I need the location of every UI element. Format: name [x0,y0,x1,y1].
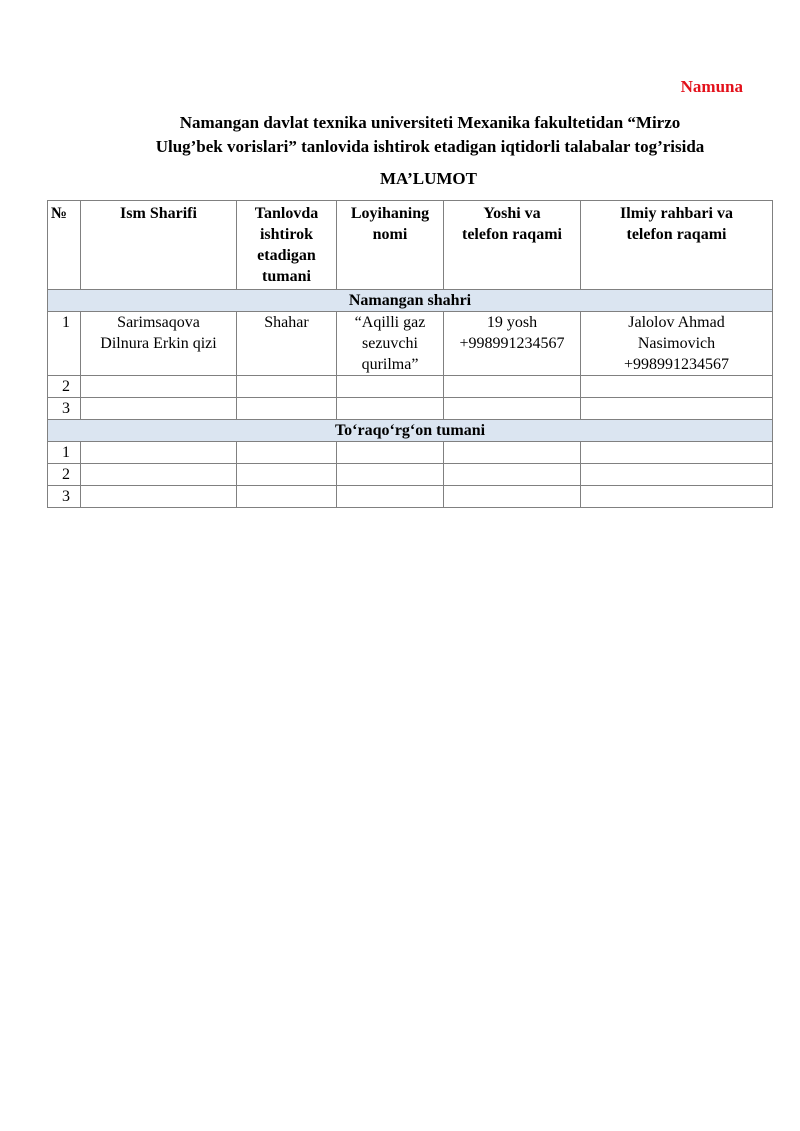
student-name-cell [81,312,237,376]
section-title: To‘raqo‘rg‘on tumani [48,420,773,442]
empty-cell [81,464,237,486]
project-line: qurilma” [361,356,419,373]
header-number: № [48,201,81,290]
empty-cell [581,442,773,464]
section-title: Namangan shahri [48,290,773,312]
table-header-row [48,201,773,290]
table-row [48,486,773,508]
empty-cell [581,464,773,486]
district-cell: Shahar [237,312,337,376]
age-phone-cell [444,312,581,376]
table-row [48,464,773,486]
header-supervisor-line: Ilmiy rahbari va [620,205,733,222]
table-row [48,442,773,464]
empty-cell [237,464,337,486]
supervisor-line: Jalolov Ahmad [628,314,725,331]
age-phone-line: +998991234567 [459,335,565,352]
row-number: 2 [48,376,81,398]
row-number: 3 [48,486,81,508]
header-district-line: ishtirok [259,226,314,243]
supervisor-line: Nasimovich [637,335,716,352]
header-age-phone-line: telefon raqami [462,226,562,243]
table-row [48,398,773,420]
empty-cell [337,464,444,486]
student-name-line: Sarimsaqova [117,314,200,331]
sample-label: Namuna [680,77,743,96]
empty-cell [237,376,337,398]
project-cell [337,312,444,376]
document-title [100,111,760,159]
document-subtitle: MA’LUMOT [380,169,477,188]
empty-cell [81,486,237,508]
header-district [237,201,337,290]
empty-cell [581,376,773,398]
row-number: 2 [48,464,81,486]
empty-cell [444,442,581,464]
header-project-line: Loyihaning [350,205,430,222]
header-age-phone-line: Yoshi va [483,205,541,222]
header-supervisor [581,201,773,290]
header-age-phone [444,201,581,290]
header-district-line: etadigan [257,247,316,264]
header-district-line: tumani [262,268,311,285]
age-phone-line: 19 yosh [486,314,538,331]
empty-cell [444,398,581,420]
empty-cell [337,442,444,464]
empty-cell [81,398,237,420]
empty-cell [581,486,773,508]
header-supervisor-line: telefon raqami [626,226,727,243]
empty-cell [81,442,237,464]
empty-cell [444,376,581,398]
empty-cell [581,398,773,420]
empty-cell [337,486,444,508]
title-line: Ulug’bek vorislari” tanlovida ishtirok etadigan iqtidorli talabalar tog’risida [155,137,705,156]
empty-cell [237,442,337,464]
empty-cell [81,376,237,398]
header-project [337,201,444,290]
section-row [48,290,773,312]
supervisor-line: +998991234567 [623,356,730,373]
row-number: 3 [48,398,81,420]
student-name-line: Dilnura Erkin qizi [100,335,217,352]
table-row [48,312,773,376]
header-district-line: Tanlovda [254,205,319,222]
header-project-line: nomi [372,226,408,243]
header-name: Ism Sharifi [81,201,237,290]
project-line: “Aqilli gaz [354,314,426,331]
empty-cell [337,398,444,420]
empty-cell [237,398,337,420]
empty-cell [444,486,581,508]
supervisor-cell [581,312,773,376]
table-row [48,376,773,398]
empty-cell [237,486,337,508]
student-info-table [47,200,773,508]
empty-cell [444,464,581,486]
section-row [48,420,773,442]
row-number: 1 [48,442,81,464]
project-line: sezuvchi [362,335,418,352]
title-line: Namangan davlat texnika universiteti Mexanika fakultetidan “Mirzo [179,113,681,132]
empty-cell [337,376,444,398]
row-number: 1 [48,312,81,376]
